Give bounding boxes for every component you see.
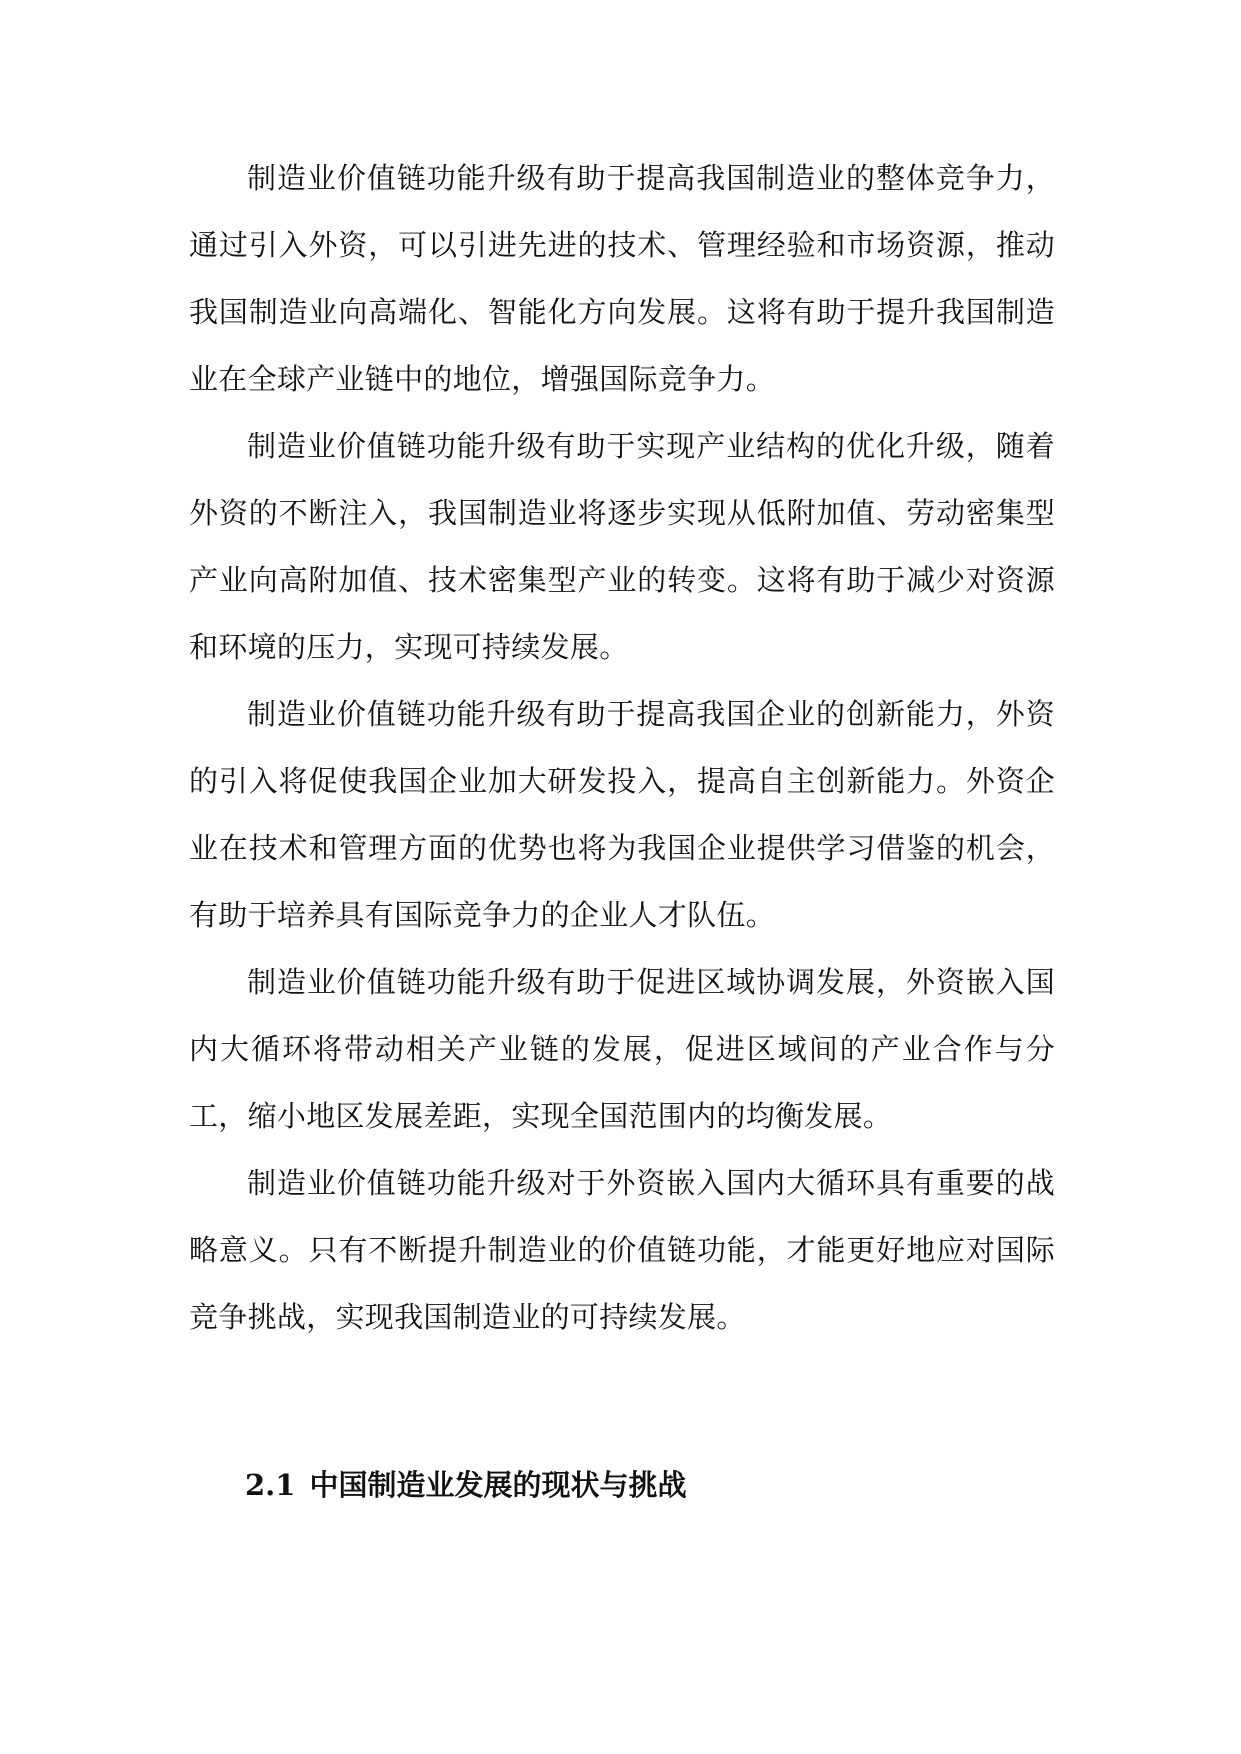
body-text [189, 145, 1055, 1351]
section-number: 2.1 [245, 1468, 296, 1502]
paragraph-3: 制造业价值链功能升级有助于提高我国企业的创新能力，外资的引入将促使我国企业加大研发投入，提高自主创新能力。外资企业在技术和管理方面的优势也将为我国企业提供学习借鉴的机会，有助于培养具有国际竞争力的企业人才队伍。 [189, 697, 1055, 932]
paragraph-1: 制造业价值链功能升级有助于提高我国制造业的整体竞争力，通过引入外资，可以引进先进的技术、管理经验和市场资源，推动我国制造业向高端化、智能化方向发展。这将有助于提升我国制造业在全球产业链中的地位，增强国际竞争力。 [189, 161, 1055, 396]
paragraph-4: 制造业价值链功能升级有助于促进区域协调发展，外资嵌入国内大循环将带动相关产业链的发展，促进区域间的产业合作与分工，缩小地区发展差距，实现全国范围内的均衡发展。 [189, 965, 1055, 1133]
paragraph-5: 制造业价值链功能升级对于外资嵌入国内大循环具有重要的战略意义。只有不断提升制造业的价值链功能，才能更好地应对国际竞争挑战，实现我国制造业的可持续发展。 [189, 1166, 1055, 1334]
section-heading [245, 1465, 686, 1505]
paragraph-2: 制造业价值链功能升级有助于实现产业结构的优化升级，随着外资的不断注入，我国制造业将逐步实现从低附加值、劳动密集型产业向高附加值、技术密集型产业的转变。这将有助于减少对资源和环境的压力，实现可持续发展。 [189, 429, 1055, 664]
section-title: 中国制造业发展的现状与挑战 [309, 1468, 687, 1502]
